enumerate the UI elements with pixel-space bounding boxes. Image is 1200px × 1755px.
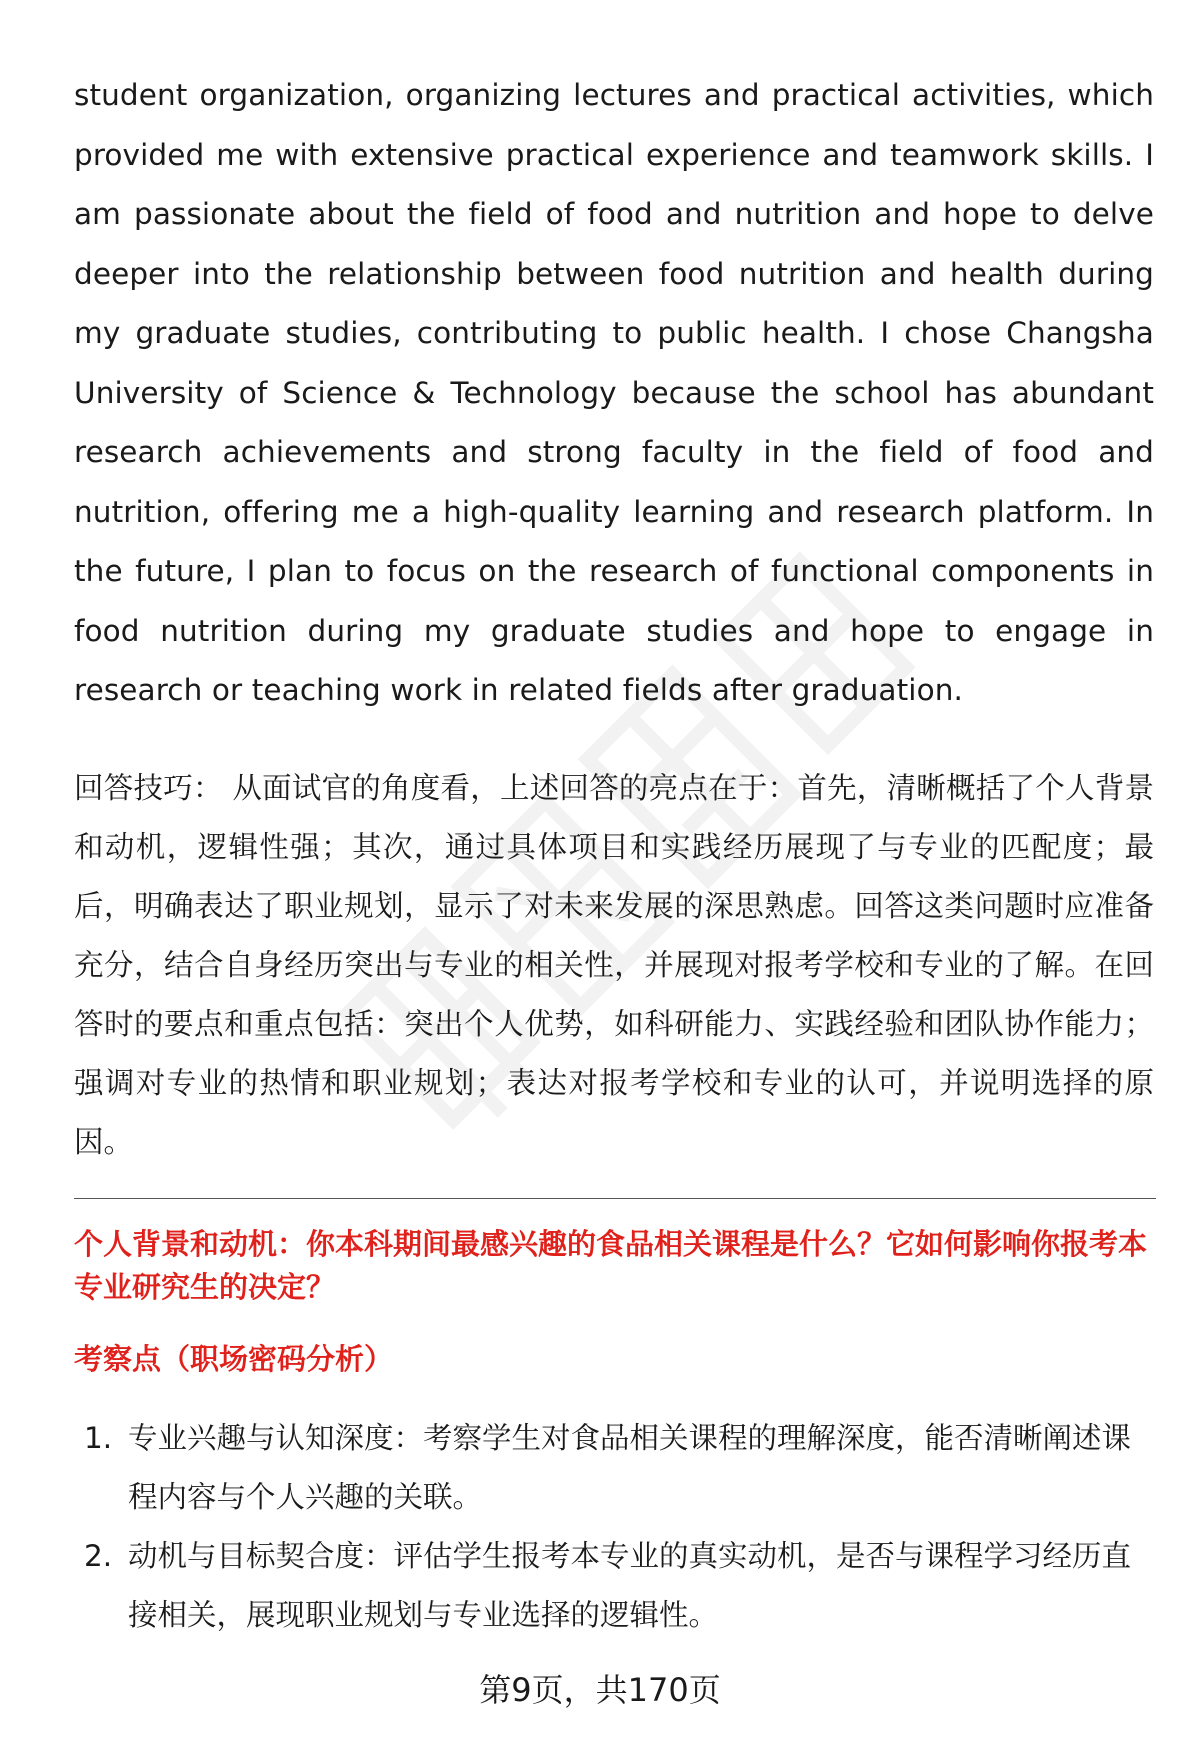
- analysis-subheading: 考察点（职场密码分析）: [74, 1341, 394, 1376]
- tips-text: 从面试官的角度看，上述回答的亮点在于：首先，清晰概括了个人背景和动机，逻辑性强；其次，通过具体项目和实践经历展现了与专业的匹配度；最后，明确表达了职业规划，显示了对未来发展的深思熟虑。回答这类问题时应准备充分，结合自身经历突出与专业的相关性，并展现对报考学校和专业的了解。在回答时的要点和重点包括：突出个人优势，如科研能力、实践经验和团队协作能力；强调对专业的热情和职业规划；表达对报考学校和专业的认可，并说明选择的原因。: [74, 770, 1154, 1159]
- points-list: [74, 1409, 1154, 1645]
- tips-paragraph: [74, 759, 1154, 1172]
- list-item-text: 专业兴趣与认知深度：考察学生对食品相关课程的理解深度，能否清晰阐述课程内容与个人兴趣的关联。: [128, 1420, 1132, 1514]
- section-divider: [74, 1198, 1156, 1199]
- list-item-number: 2.: [84, 1538, 113, 1573]
- tips-label: 回答技巧：: [74, 770, 223, 805]
- page-content: [74, 66, 1154, 1645]
- question-heading: 个人背景和动机：你本科期间最感兴趣的食品相关课程是什么？它如何影响你报考本专业研究生的决定？: [74, 1226, 1148, 1304]
- list-item-text: 动机与目标契合度：评估学生报考本专业的真实动机，是否与课程学习经历直接相关，展现职业规划与专业选择的逻辑性。: [128, 1538, 1132, 1632]
- list-item-number: 1.: [84, 1420, 113, 1455]
- list-item: [74, 1527, 1154, 1645]
- answer-paragraph: student organization, organizing lectures and practical activities, which provided me with extensive practical experience and teamwork skills. I am passionate about the field of food and nutrition and hope to delve deeper into the relationship between food nutrition and health during my graduate studies, contributing to public health. I chose Changsha University of Science & Technology because the school has abundant research achievements and strong faculty in the field of food and nutrition, offering me a high-quality learning and research platform. In the future, I plan to focus on the research of functional components in food nutrition during my graduate studies and hope to engage in research or teaching work in related fields after graduation.: [74, 78, 1154, 707]
- list-item: [74, 1409, 1154, 1527]
- page-number-footer: 第9页，共170页: [479, 1671, 721, 1709]
